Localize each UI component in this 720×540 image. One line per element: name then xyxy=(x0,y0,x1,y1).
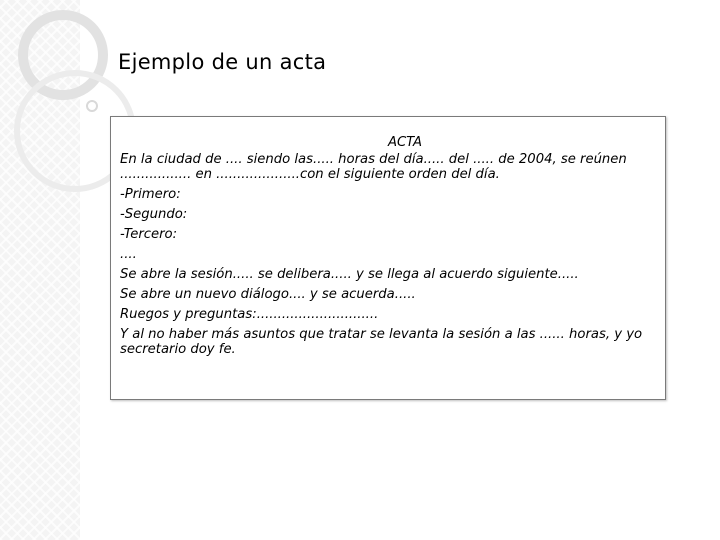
acta-intro: En la ciudad de .... siendo las..... horas del día..... del ..... de 2004, se reúnen ................. en ....................con el siguiente orden del día. xyxy=(120,152,627,182)
acta-sesion: Se abre la sesión..... se delibera..... y se llega al acuerdo siguiente..... xyxy=(120,267,579,282)
acta-content xyxy=(120,135,660,362)
acta-item-tercero: -Tercero: xyxy=(120,227,178,242)
acta-heading: ACTA xyxy=(387,135,423,150)
slide-title: Ejemplo de un acta xyxy=(118,50,327,74)
acta-item-primero: -Primero: xyxy=(120,187,181,202)
acta-ruegos: Ruegos y preguntas:............................. xyxy=(120,307,379,322)
acta-document-box xyxy=(110,116,666,400)
acta-item-ellipsis: .... xyxy=(120,247,137,262)
acta-item-segundo: -Segundo: xyxy=(120,207,188,222)
decorative-small-circle xyxy=(86,100,98,112)
acta-cierre: Y al no haber más asuntos que tratar se levanta la sesión a las ...... horas, y yo secretario doy fe. xyxy=(120,327,643,357)
acta-dialogo: Se abre un nuevo diálogo.... y se acuerda..... xyxy=(120,287,416,302)
